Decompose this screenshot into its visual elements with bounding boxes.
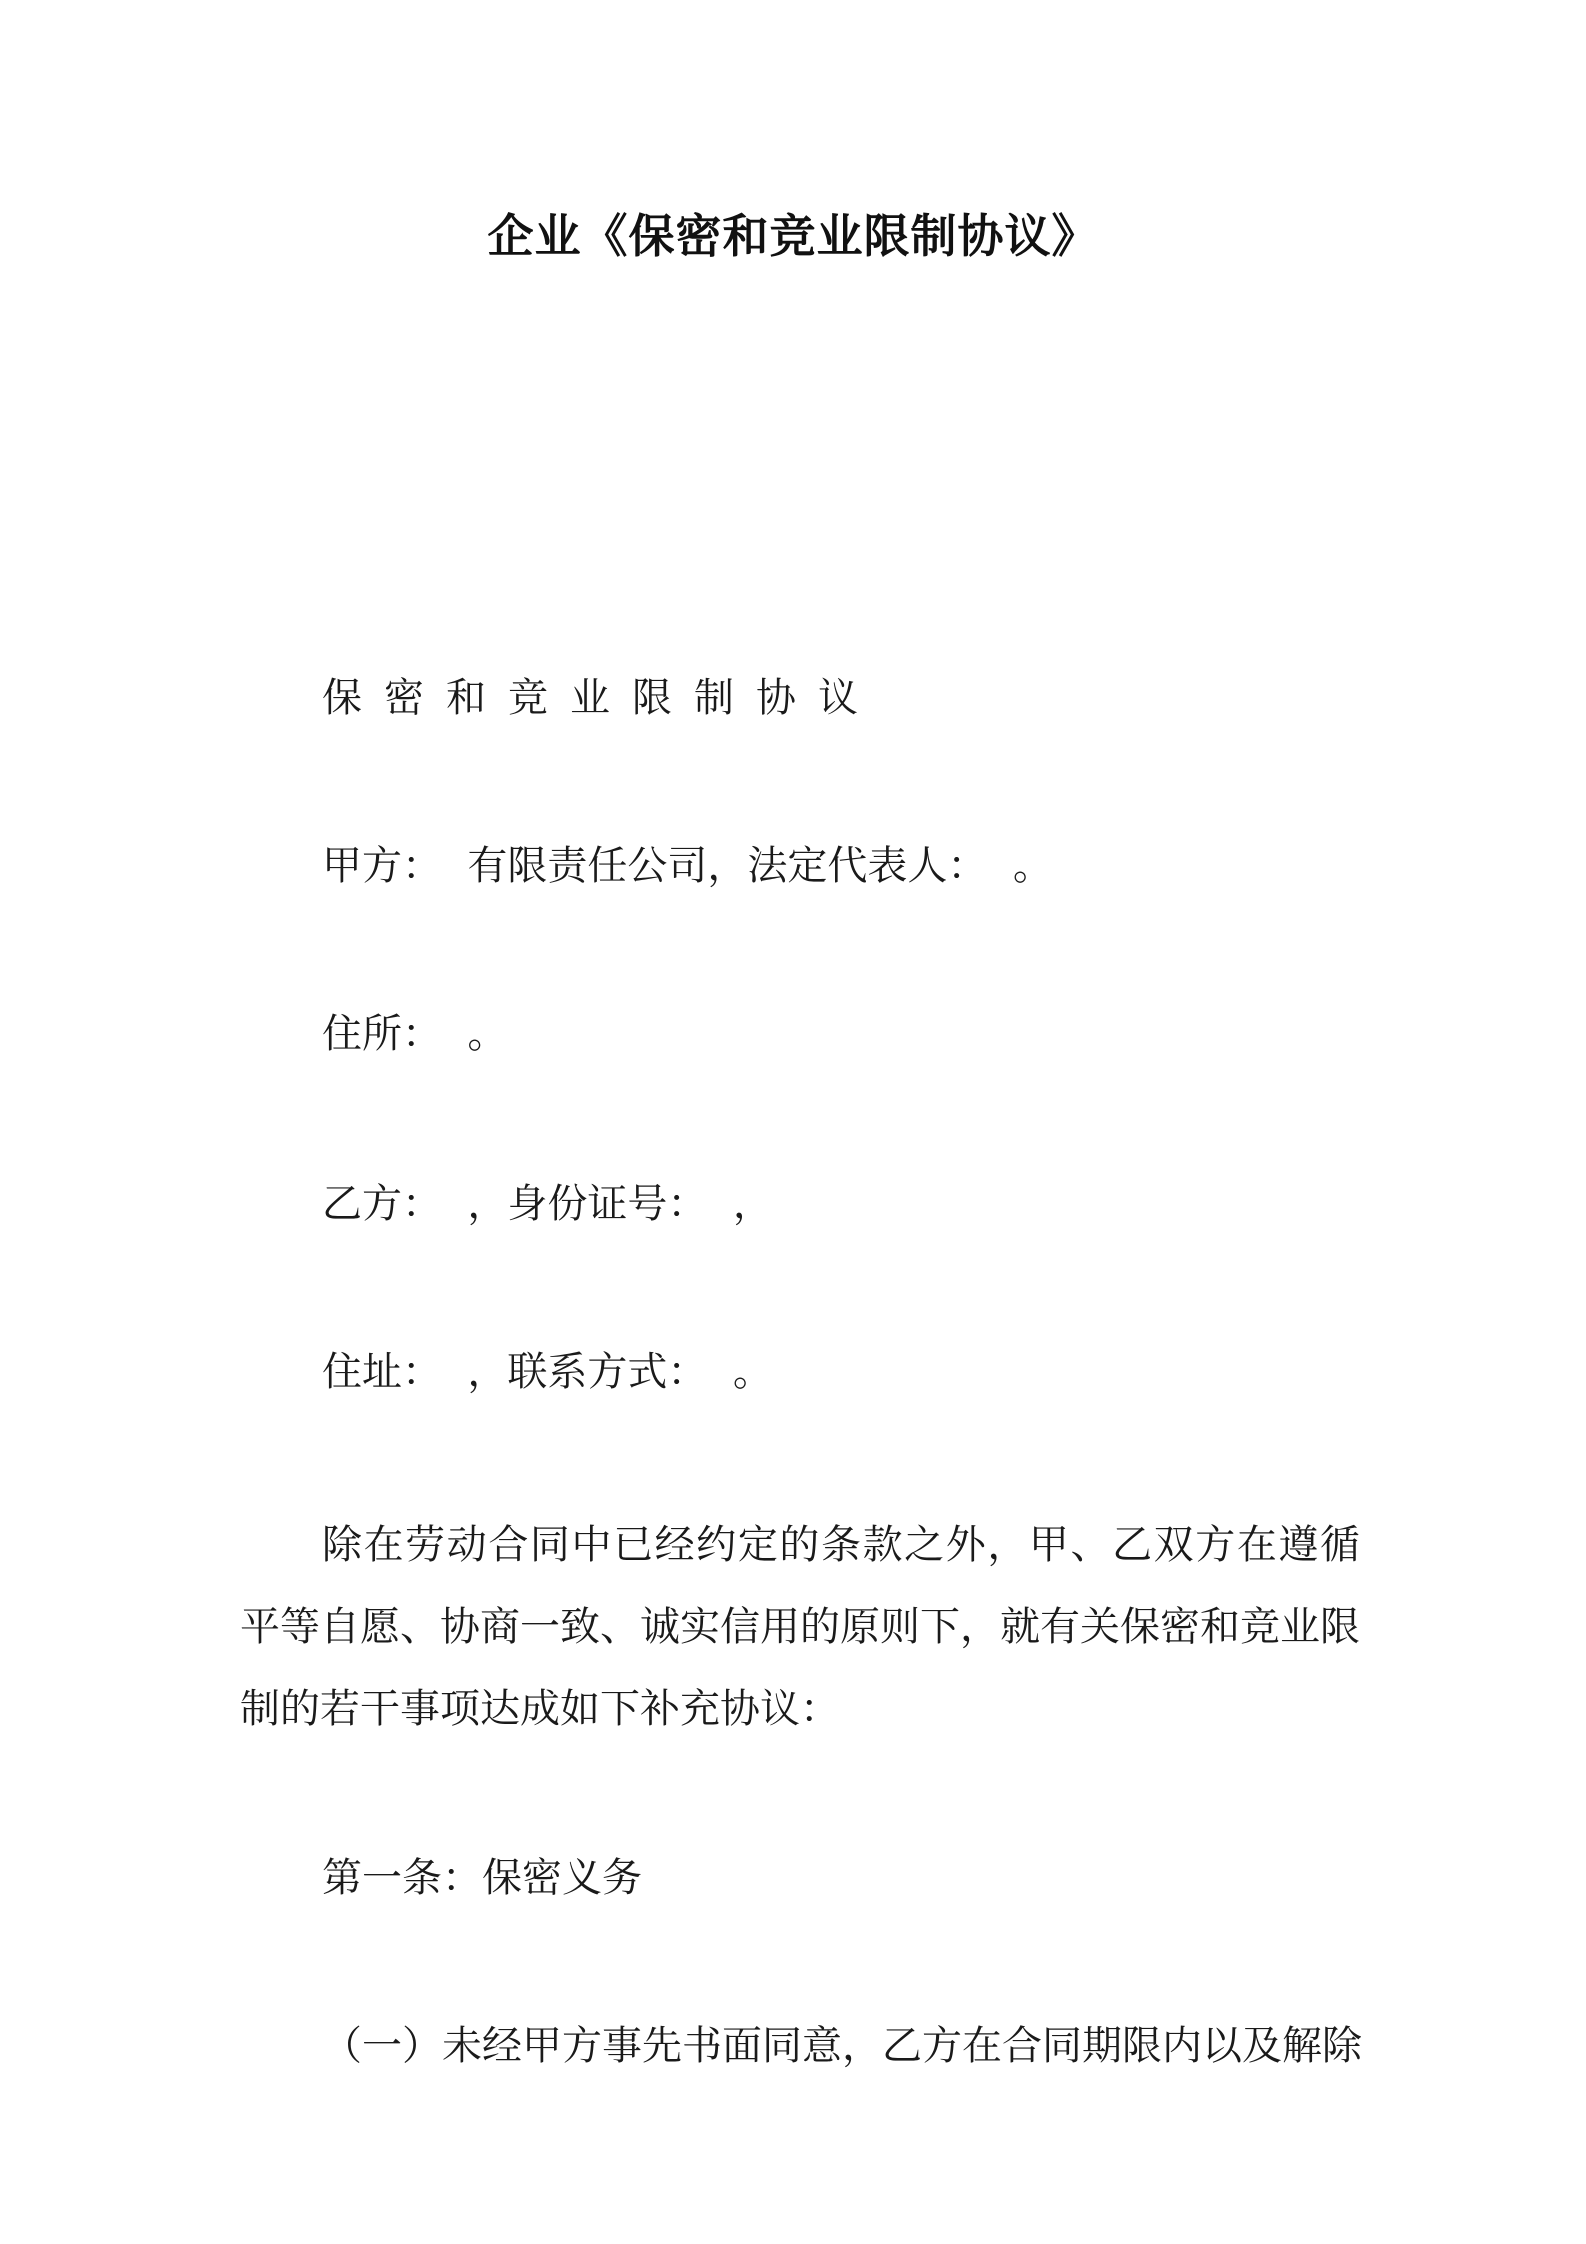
document-title: 企业《保密和竞业限制协议》 <box>487 209 1099 263</box>
article-1-heading: 第一条：保密义务 <box>322 1855 642 1901</box>
article-1-clause-1: （一）未经甲方事先书面同意，乙方在合同期限内以及解除 <box>322 2023 1362 2069</box>
intro-paragraph: 除在劳动合同中已经约定的条款之外，甲、乙双方在遵循平等自愿、协商一致、诚实信用的原则下，就有关保密和竞业限制的若干事项达成如下补充协议： <box>240 1522 1360 1732</box>
agreement-subtitle: 保密和竞业限制协议 <box>322 675 880 721</box>
party-a-line: 甲方： 有限责任公司，法定代表人： 。 <box>322 843 1053 889</box>
party-a-address-line: 住所： 。 <box>322 1011 508 1057</box>
party-b-line: 乙方： ，身份证号： ， <box>322 1181 773 1227</box>
party-b-address-line: 住址： ，联系方式： 。 <box>322 1349 773 1395</box>
